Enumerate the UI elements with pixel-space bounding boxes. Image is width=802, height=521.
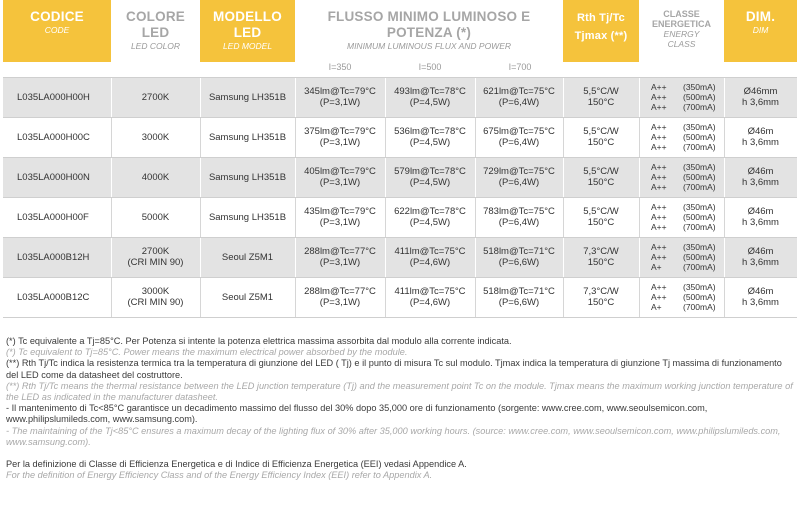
flux-value: 729lm@Tc=75°C	[483, 166, 555, 177]
model-cell	[200, 197, 295, 237]
power-value: (P=6,4W)	[498, 177, 540, 188]
energy-class-current: (500mA)	[683, 292, 716, 302]
energy-class-current: (350mA)	[683, 202, 716, 212]
energy-class-line	[651, 292, 724, 302]
model-value: Samsung LH351B	[208, 171, 287, 183]
height-value: h 3,6mm	[742, 217, 779, 228]
energy-class-value: A++	[651, 142, 667, 152]
row-divider	[3, 197, 797, 198]
energy-class-current: (500mA)	[683, 92, 716, 102]
rth-value: 5,5°C/W	[583, 206, 619, 217]
energy-class-current: (500mA)	[683, 172, 716, 182]
energy-class-current: (500mA)	[683, 252, 716, 262]
header-flusso	[295, 0, 563, 62]
color-value: 3000K	[141, 286, 170, 297]
color-cell	[111, 157, 200, 197]
power-value: (P=4,5W)	[409, 217, 451, 228]
model-cell	[200, 77, 295, 117]
flux-value: 435lm@Tc=79°C	[304, 206, 376, 217]
flux-500-cell	[385, 157, 475, 197]
energy-class-cell	[651, 277, 724, 317]
tjmax-value: 150°C	[587, 257, 615, 268]
height-value: h 3,6mm	[742, 257, 779, 268]
code-value: L035LA000H00C	[17, 131, 90, 143]
color-cell	[111, 197, 200, 237]
energy-class-cell	[651, 237, 724, 277]
flux-value: 783lm@Tc=75°C	[483, 206, 555, 217]
height-value: h 3,6mm	[742, 177, 779, 188]
energy-class-cell	[651, 117, 724, 157]
note-3-it: - Il mantenimento di Tc<85°C garantisce un decadimento massimo del flusso del 30% dopo 35,000 ore di funzionamento (sorgente: www.cree.com, www.seoulsemicon.com, www.philipslumileds.com, www.samsung.com).	[6, 403, 708, 425]
header-codice	[3, 0, 111, 62]
rth-cell	[563, 117, 639, 157]
energy-class-current: (700mA)	[683, 142, 716, 152]
code-cell	[3, 77, 111, 117]
color-cell	[111, 77, 200, 117]
note-4-it: Per la definizione di Classe di Efficienza Energetica e di Indice di Efficienza Energetica (EEI) vedasi Appendice A.	[6, 459, 467, 470]
table-row	[3, 117, 797, 157]
header-flusso-subtitle: MINIMUM LUMINOUS FLUX AND POWER	[346, 41, 512, 51]
energy-class-value: A++	[651, 202, 667, 212]
flux-value: 675lm@Tc=75°C	[483, 126, 555, 137]
diameter-value: Ø46mm	[743, 86, 778, 97]
current-700: I=700	[508, 62, 532, 72]
diameter-value: Ø46m	[747, 246, 774, 257]
table-row	[3, 157, 797, 197]
model-value: Seoul Z5M1	[221, 291, 274, 303]
energy-class-line	[651, 122, 724, 132]
energy-class-value: A++	[651, 292, 667, 302]
color-cell	[111, 277, 200, 317]
header-modello	[200, 0, 295, 62]
model-cell	[200, 117, 295, 157]
energy-class-value: A++	[651, 82, 667, 92]
height-value: h 3,6mm	[742, 297, 779, 308]
energy-class-line	[651, 262, 724, 272]
row-divider	[3, 157, 797, 158]
energy-class-line	[651, 222, 724, 232]
energy-class-line	[651, 202, 724, 212]
flux-value: 411lm@Tc=75°C	[394, 286, 466, 297]
flux-350-cell	[295, 157, 385, 197]
code-cell	[3, 157, 111, 197]
energy-class-value: A++	[651, 92, 667, 102]
header-classe-title1: CLASSE	[663, 9, 700, 19]
tjmax-value: 150°C	[587, 97, 615, 108]
flux-value: 288lm@Tc=77°C	[304, 246, 376, 257]
rth-cell	[563, 237, 639, 277]
code-cell	[3, 197, 111, 237]
height-value: h 3,6mm	[742, 97, 779, 108]
flux-700-cell	[475, 77, 563, 117]
power-value: (P=3,1W)	[319, 297, 361, 308]
flux-700-cell	[475, 117, 563, 157]
energy-class-current: (700mA)	[683, 302, 716, 312]
energy-class-line	[651, 162, 724, 172]
header-colore	[111, 0, 200, 62]
model-value: Samsung LH351B	[208, 211, 287, 223]
energy-class-value: A++	[651, 282, 667, 292]
power-value: (P=6,4W)	[498, 97, 540, 108]
header-flusso-title: FLUSSO MINIMO LUMINOSO E POTENZA (*)	[327, 9, 531, 40]
flux-350-cell	[295, 277, 385, 317]
table-row	[3, 197, 797, 237]
power-value: (P=6,4W)	[498, 137, 540, 148]
flux-700-cell	[475, 277, 563, 317]
color-value: 2700K	[141, 91, 170, 103]
flux-350-cell	[295, 77, 385, 117]
current-500: I=500	[418, 62, 442, 72]
column-separator	[639, 157, 640, 197]
flux-350-cell	[295, 197, 385, 237]
flux-500-cell	[385, 197, 475, 237]
current-350: I=350	[328, 62, 352, 72]
flux-value: 345lm@Tc=79°C	[304, 86, 376, 97]
energy-class-line	[651, 132, 724, 142]
energy-class-line	[651, 182, 724, 192]
power-value: (P=3,1W)	[319, 217, 361, 228]
energy-class-line	[651, 172, 724, 182]
flux-700-cell	[475, 237, 563, 277]
power-value: (P=3,1W)	[319, 97, 361, 108]
flux-value: 288lm@Tc=77°C	[304, 286, 376, 297]
tjmax-value: 150°C	[587, 137, 615, 148]
energy-class-cell	[651, 77, 724, 117]
color-value: 4000K	[141, 171, 170, 183]
header-rth-subtitle: Tjmax (**)	[574, 30, 628, 42]
energy-class-current: (700mA)	[683, 102, 716, 112]
energy-class-value: A+	[651, 302, 662, 312]
rth-cell	[563, 277, 639, 317]
header-classe-subtitle1: ENERGY	[663, 29, 700, 39]
flux-value: 411lm@Tc=75°C	[394, 246, 466, 257]
table-row	[3, 77, 797, 117]
energy-class-line	[651, 242, 724, 252]
energy-class-line	[651, 92, 724, 102]
energy-class-line	[651, 302, 724, 312]
energy-class-line	[651, 142, 724, 152]
model-cell	[200, 157, 295, 197]
power-value: (P=6,6W)	[498, 257, 540, 268]
dim-cell	[724, 157, 797, 197]
energy-class-line	[651, 252, 724, 262]
cri-value: (CRI MIN 90)	[127, 257, 184, 268]
flux-value: 579lm@Tc=78°C	[394, 166, 466, 177]
energy-class-value: A++	[651, 242, 667, 252]
power-value: (P=3,1W)	[319, 257, 361, 268]
rth-cell	[563, 157, 639, 197]
energy-class-value: A++	[651, 212, 667, 222]
column-separator	[639, 77, 640, 117]
header-colore-subtitle: LED COLOR	[130, 41, 181, 51]
header-classe	[639, 0, 724, 62]
header-rth-title: Rth Tj/Tc	[576, 12, 626, 24]
flux-700-cell	[475, 197, 563, 237]
dim-cell	[724, 197, 797, 237]
header-classe-title2: ENERGETICA	[651, 19, 711, 29]
header-modello-title: MODELLO LED	[213, 9, 282, 40]
code-value: L035LA000H00F	[17, 211, 89, 223]
note-4-en: For the definition of Energy Efficiency Class and of the Energy Efficiency Index (EEI) refer to Appendix A.	[6, 470, 433, 481]
flux-value: 375lm@Tc=79°C	[304, 126, 376, 137]
model-value: Samsung LH351B	[208, 91, 287, 103]
flux-500-cell	[385, 277, 475, 317]
energy-class-value: A++	[651, 182, 667, 192]
energy-class-line	[651, 212, 724, 222]
table-row	[3, 277, 797, 317]
code-cell	[3, 277, 111, 317]
color-cell	[111, 237, 200, 277]
energy-class-current: (700mA)	[683, 262, 716, 272]
rth-value: 5,5°C/W	[583, 166, 619, 177]
rth-cell	[563, 77, 639, 117]
flux-value: 621lm@Tc=75°C	[483, 86, 555, 97]
rth-value: 5,5°C/W	[583, 126, 619, 137]
energy-class-current: (350mA)	[683, 282, 716, 292]
flux-value: 622lm@Tc=78°C	[394, 206, 466, 217]
flux-500-cell	[385, 77, 475, 117]
flux-value: 493lm@Tc=78°C	[394, 86, 466, 97]
power-value: (P=3,1W)	[319, 137, 361, 148]
flux-value: 518lm@Tc=71°C	[483, 286, 555, 297]
energy-class-value: A++	[651, 162, 667, 172]
row-divider	[3, 77, 797, 78]
model-cell	[200, 237, 295, 277]
power-value: (P=4,5W)	[409, 97, 451, 108]
diameter-value: Ø46m	[747, 126, 774, 137]
energy-class-line	[651, 82, 724, 92]
color-value: 5000K	[141, 211, 170, 223]
flux-500-cell	[385, 237, 475, 277]
flux-350-cell	[295, 117, 385, 157]
flux-350-cell	[295, 237, 385, 277]
power-value: (P=4,6W)	[409, 257, 451, 268]
header-dim-title: DIM.	[745, 9, 776, 24]
diameter-value: Ø46m	[747, 166, 774, 177]
model-value: Samsung LH351B	[208, 131, 287, 143]
dim-cell	[724, 117, 797, 157]
column-separator	[639, 197, 640, 237]
power-value: (P=6,6W)	[498, 297, 540, 308]
flux-value: 536lm@Tc=78°C	[394, 126, 466, 137]
energy-class-line	[651, 282, 724, 292]
energy-class-value: A++	[651, 122, 667, 132]
column-separator	[639, 117, 640, 157]
energy-class-current: (350mA)	[683, 162, 716, 172]
code-cell	[3, 237, 111, 277]
note-1-it: (*) Tc equivalente a Tj=85°C. Per Potenza si intente la potenza elettrica massima assorbita dal modulo alla corrente indicata.	[6, 336, 512, 346]
energy-class-current: (350mA)	[683, 122, 716, 132]
column-separator	[639, 237, 640, 277]
table-row	[3, 237, 797, 277]
rth-value: 7,3°C/W	[583, 246, 619, 257]
color-value: 2700K	[141, 246, 170, 257]
header-dim-subtitle: DIM	[752, 25, 769, 35]
power-value: (P=4,6W)	[409, 297, 451, 308]
note-2-it: (**) Rth Tj/Tc indica la resistenza termica tra la temperatura di giunzione del LED ( Tj) e il punto di misura Tc sul modulo. Tjmax indica la temperatura di giunzione Tj massima di funzionamento del LED come da datasheet del costruttore.	[6, 358, 782, 380]
row-divider	[3, 237, 797, 238]
rth-cell	[563, 197, 639, 237]
energy-class-value: A++	[651, 172, 667, 182]
energy-class-value: A++	[651, 132, 667, 142]
note-2-en: (**) Rth Tj/Tc means the thermal resistance between the LED junction temperature (Tj) and the measurement point Tc on the module. Tjmax means the maximum working junction temperature of the LED as indicated in the manufacturer datasheet.	[6, 380, 793, 403]
header-dim	[724, 0, 797, 62]
notes	[6, 336, 796, 481]
code-cell	[3, 117, 111, 157]
header-modello-subtitle: LED MODEL	[222, 41, 273, 51]
header-classe-subtitle2: CLASS	[667, 39, 696, 49]
code-value: L035LA000H00N	[17, 171, 90, 183]
diameter-value: Ø46m	[747, 286, 774, 297]
flux-700-cell	[475, 157, 563, 197]
code-value: L035LA000B12H	[17, 251, 90, 263]
tjmax-value: 150°C	[587, 177, 615, 188]
cri-value: (CRI MIN 90)	[127, 297, 184, 308]
dim-cell	[724, 237, 797, 277]
rth-value: 7,3°C/W	[583, 286, 619, 297]
header-rth	[563, 0, 639, 62]
energy-class-current: (350mA)	[683, 242, 716, 252]
code-value: L035LA000B12C	[17, 291, 90, 303]
energy-class-current: (700mA)	[683, 182, 716, 192]
energy-class-cell	[651, 157, 724, 197]
energy-class-value: A+	[651, 262, 662, 272]
diameter-value: Ø46m	[747, 206, 774, 217]
power-value: (P=3,1W)	[319, 177, 361, 188]
energy-class-value: A++	[651, 222, 667, 232]
energy-class-value: A++	[651, 102, 667, 112]
header-colore-title: COLORE LED	[126, 9, 185, 40]
power-value: (P=6,4W)	[498, 217, 540, 228]
color-cell	[111, 117, 200, 157]
code-value: L035LA000H00H	[17, 91, 90, 103]
model-value: Seoul Z5M1	[221, 251, 274, 263]
energy-class-current: (700mA)	[683, 222, 716, 232]
flux-value: 405lm@Tc=79°C	[304, 166, 376, 177]
rth-value: 5,5°C/W	[583, 86, 619, 97]
power-value: (P=4,5W)	[409, 177, 451, 188]
energy-class-current: (500mA)	[683, 132, 716, 142]
column-separator	[639, 277, 640, 317]
dim-cell	[724, 277, 797, 317]
tjmax-value: 150°C	[587, 297, 615, 308]
note-3-en: - The maintaining of the Tj<85°C ensures a maximum decay of the lighting flux of 30% after 35,000 working hours. (source: www.cree.com, www.seoulsemicon.com, www.philipslumileds.com, www.samsung.com).	[6, 425, 781, 447]
energy-class-current: (350mA)	[683, 82, 716, 92]
energy-class-value: A++	[651, 252, 667, 262]
height-value: h 3,6mm	[742, 137, 779, 148]
energy-class-line	[651, 102, 724, 112]
energy-class-current: (500mA)	[683, 212, 716, 222]
header-codice-title: CODICE	[30, 9, 84, 24]
header-codice-subtitle: CODE	[44, 25, 70, 35]
row-divider	[3, 277, 797, 278]
flux-value: 518lm@Tc=71°C	[483, 246, 555, 257]
power-value: (P=4,5W)	[409, 137, 451, 148]
row-divider	[3, 117, 797, 118]
note-1-en: (*) Tc equivalent to Tj=85°C. Power means the maximum electrical power absorbed by the module.	[6, 347, 408, 358]
tjmax-value: 150°C	[587, 217, 615, 228]
model-cell	[200, 277, 295, 317]
flux-500-cell	[385, 117, 475, 157]
energy-class-cell	[651, 197, 724, 237]
dim-cell	[724, 77, 797, 117]
color-value: 3000K	[141, 131, 170, 143]
row-divider	[3, 317, 797, 318]
